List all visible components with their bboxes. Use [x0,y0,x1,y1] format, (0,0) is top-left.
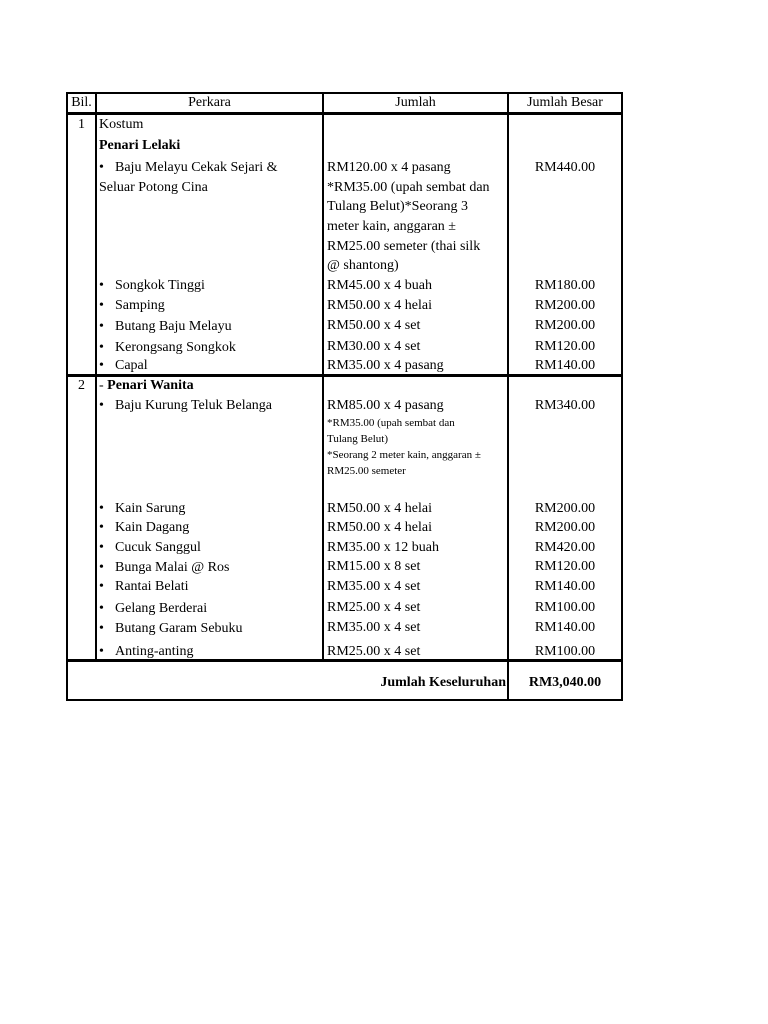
section2-item-total: RM140.00 [534,620,596,635]
section1-baju-jumlah-line: *RM35.00 (upah sembat dan [327,180,490,195]
section2-item-perkara: • Rantai Belati [97,578,188,596]
section1-baju-jumlah-line: @ shantong) [327,258,399,273]
section1-item-perkara: • Butang Baju Melayu [97,318,232,336]
section2-item-jumlah: RM50.00 x 4 helai [327,501,432,516]
section2-item-perkara: • Anting-anting [97,643,194,661]
section2-title-prefix: - [99,378,108,393]
section2-item-jumlah: RM25.00 x 4 set [327,644,421,659]
section2-item-jumlah: RM35.00 x 12 buah [327,540,439,555]
section2-item-total: RM420.00 [534,540,596,555]
section1-baju-jumlah-line: meter kain, anggaran ± [327,219,456,234]
grand-total-value: RM3,040.00 [528,675,602,690]
section2-item-jumlah: RM35.00 x 4 set [327,579,421,594]
section1-bil: 1 [78,117,85,132]
section2-baju-item: • Baju Kurung Teluk Belanga [97,397,272,415]
section1-item-total: RM180.00 [534,278,596,293]
section2-item-total: RM100.00 [534,600,596,615]
section1-item-total: RM200.00 [534,298,596,313]
section2-item-total: RM140.00 [534,579,596,594]
section1-subtitle: Penari Lelaki [99,138,181,153]
section1-item-perkara: • Kerongsang Songkok [97,339,236,357]
column-line-perkara [322,92,324,661]
section2-title: Penari Wanita [107,378,194,393]
section2-baju-jumlah-note: RM25.00 semeter [327,465,406,477]
section2-item-perkara: • Cucuk Sanggul [97,539,201,557]
table-border-left [66,92,68,701]
section2-item-total: RM120.00 [534,559,596,574]
section1-item-total: RM200.00 [534,318,596,333]
section1-baju-total: RM440.00 [534,160,596,175]
header-perkara: Perkara [188,95,231,110]
section2-baju-jumlah-note: *RM35.00 (upah sembat dan [327,417,455,429]
section2-baju-jumlah-main: RM85.00 x 4 pasang [327,398,444,413]
section1-item-jumlah: RM35.00 x 4 pasang [327,358,444,373]
header-jumlah-besar: Jumlah Besar [527,95,603,110]
header-rule [66,112,623,115]
section1-item-jumlah: RM45.00 x 4 buah [327,278,432,293]
section1-item-jumlah: RM50.00 x 4 set [327,318,421,333]
section2-item-jumlah: RM15.00 x 8 set [327,559,421,574]
section2-item-perkara: • Bunga Malai @ Ros [97,559,229,577]
section2-item-total: RM200.00 [534,520,596,535]
header-jumlah: Jumlah [395,95,436,110]
section2-item-perkara: • Kain Sarung [97,500,185,518]
table-border-right [621,92,623,701]
section1-item-perkara: • Capal [97,357,148,375]
section1-title: Kostum [99,117,144,132]
section1-item-jumlah: RM50.00 x 4 helai [327,298,432,313]
section2-baju-jumlah-note: Tulang Belut) [327,433,389,445]
section2-item-perkara: • Kain Dagang [97,519,189,537]
section2-baju-jumlah-note: *Seorang 2 meter kain, anggaran ± [327,449,481,461]
section2-item-jumlah: RM25.00 x 4 set [327,600,421,615]
section2-item-jumlah: RM35.00 x 4 set [327,620,421,635]
section1-baju-jumlah-line: Tulang Belut)*Seorang 3 [327,199,469,214]
section2-item-perkara: • Butang Garam Sebuku [97,620,243,638]
section1-item-total: RM140.00 [534,358,596,373]
section1-baju-jumlah-line: RM25.00 semeter (thai silk [327,239,481,254]
section1-baju-jumlah-line: RM120.00 x 4 pasang [327,160,451,175]
grand-total-label: Jumlah Keseluruhan [380,675,506,690]
section1-baju-item: • Baju Melayu Cekak Sejari & [97,159,278,177]
section2-item-perkara: • Gelang Berderai [97,600,207,618]
section2-baju-total: RM340.00 [534,398,596,413]
section1-item-jumlah: RM30.00 x 4 set [327,339,421,354]
section2-item-jumlah: RM50.00 x 4 helai [327,520,432,535]
section1-item-perkara: • Samping [97,297,165,315]
table-border-bottom [66,699,623,701]
section2-bil: 2 [78,378,85,393]
section1-item-total: RM120.00 [534,339,596,354]
section1-item-perkara: • Songkok Tinggi [97,277,205,295]
section1-baju-item-cont: Seluar Potong Cina [99,180,208,195]
section2-item-total: RM200.00 [534,501,596,516]
section2-item-total: RM100.00 [534,644,596,659]
section2-title-row [99,377,194,395]
header-bil: Bil. [71,95,92,110]
